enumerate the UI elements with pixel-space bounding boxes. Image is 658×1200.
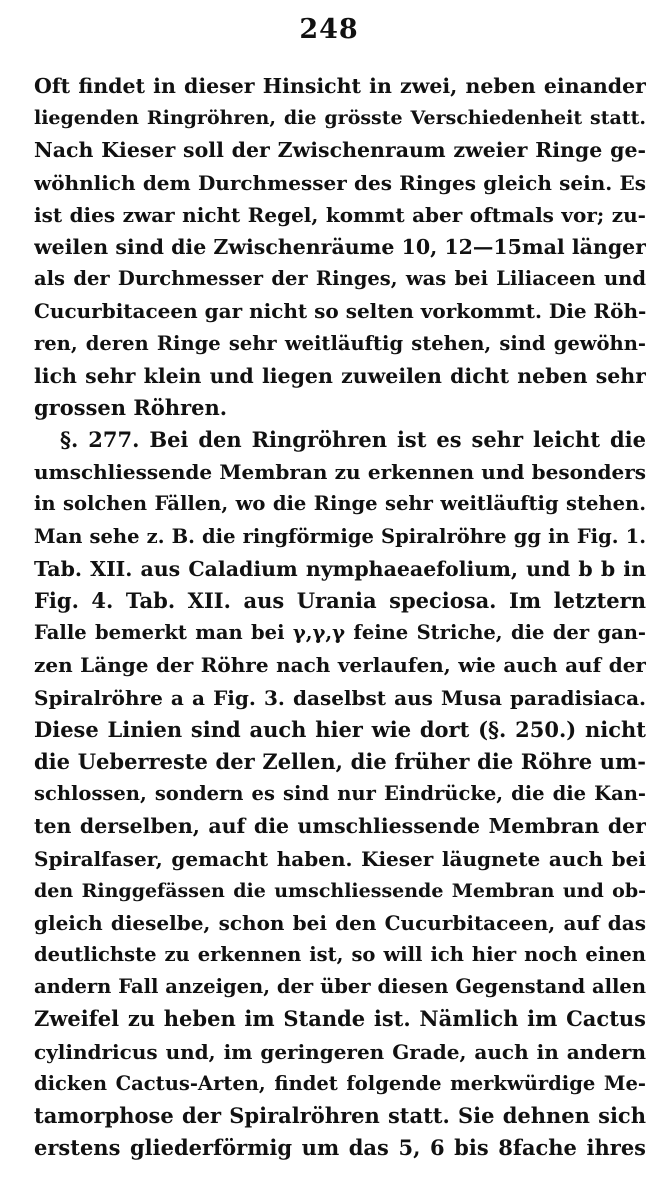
- body-text: [34, 70, 646, 1164]
- page-number: 248: [299, 14, 359, 45]
- text-line: dicken Cactus-Arten, findet folgende merkwürdige Me-: [34, 1071, 646, 1095]
- text-line: §. 277. Bei den Ringröhren ist es sehr leicht die: [60, 427, 646, 453]
- text-line: erstens gliederförmig um das 5, 6 bis 8fache ihres: [34, 1135, 646, 1161]
- text-line: grossen Röhren.: [34, 394, 228, 420]
- text-line: lich sehr klein und liegen zuweilen dicht neben sehr: [34, 363, 646, 388]
- text-line: cylindricus und, im geringeren Grade, auch in andern: [34, 1039, 646, 1064]
- text-line: als der Durchmesser der Ringes, was bei Liliaceen und: [34, 267, 646, 291]
- text-line: schlossen, sondern es sind nur Eindrücke, die die Kan-: [34, 782, 646, 806]
- text-line: in solchen Fällen, wo die Ringe sehr weitläuftig stehen.: [34, 492, 646, 516]
- text-line: Cucurbitaceen gar nicht so selten vorkommt. Die Röh-: [34, 299, 646, 324]
- text-line: den Ringgefässen die umschliessende Membran und ob-: [34, 879, 646, 902]
- text-line: ren, deren Ringe sehr weitläuftig stehen, sind gewöhn-: [34, 331, 646, 355]
- text-line: Zweifel zu heben im Stande ist. Nämlich im Cactus: [34, 1006, 646, 1032]
- text-line: Spiralfaser, gemacht haben. Kieser läugnete auch bei: [34, 846, 646, 871]
- text-line: andern Fall anzeigen, der über diesen Gegenstand allen: [34, 975, 646, 999]
- text-line: Oft findet in dieser Hinsicht in zwei, neben einander: [34, 74, 646, 98]
- text-line: ten derselben, auf die umschliessende Membran der: [34, 814, 646, 839]
- text-line: Fig. 4. Tab. XII. aus Urania speciosa. Im letztern: [34, 588, 646, 613]
- text-line: Tab. XII. aus Caladium nymphaeaefolium, und b b in: [34, 556, 646, 581]
- text-line: tamorphose der Spiralröhren statt. Sie dehnen sich: [34, 1103, 646, 1128]
- text-line: wöhnlich dem Durchmesser des Ringes gleich sein. Es: [34, 170, 646, 195]
- text-line: ist dies zwar nicht Regel, kommt aber oftmals vor; zu-: [34, 202, 646, 227]
- text-line: Falle bemerkt man bei γ,γ,γ feine Striche, die der gan-: [34, 621, 646, 645]
- text-line: Diese Linien sind auch hier wie dort (§. 250.) nicht: [34, 716, 646, 742]
- text-line: deutlichste zu erkennen ist, so will ich hier noch einen: [34, 943, 646, 967]
- text-line: die Ueberreste der Zellen, die früher die Röhre um-: [34, 748, 646, 774]
- text-line: zen Länge der Röhre nach verlaufen, wie auch auf der: [34, 653, 646, 678]
- text-line: liegenden Ringröhren, die grösste Verschiedenheit statt.: [34, 107, 646, 130]
- text-line: weilen sind die Zwischenräume 10, 12—15mal länger: [34, 234, 646, 259]
- text-line: Spiralröhre a a Fig. 3. daselbst aus Musa paradisiaca.: [34, 685, 646, 710]
- text-line: Man sehe z. B. die ringförmige Spiralröhre gg in Fig. 1.: [34, 524, 646, 548]
- text-line: Nach Kieser soll der Zwischenraum zweier Ringe ge-: [34, 138, 646, 163]
- text-line: umschliessende Membran zu erkennen und besonders: [34, 460, 646, 485]
- text-line: gleich dieselbe, schon bei den Cucurbitaceen, auf das: [34, 910, 646, 935]
